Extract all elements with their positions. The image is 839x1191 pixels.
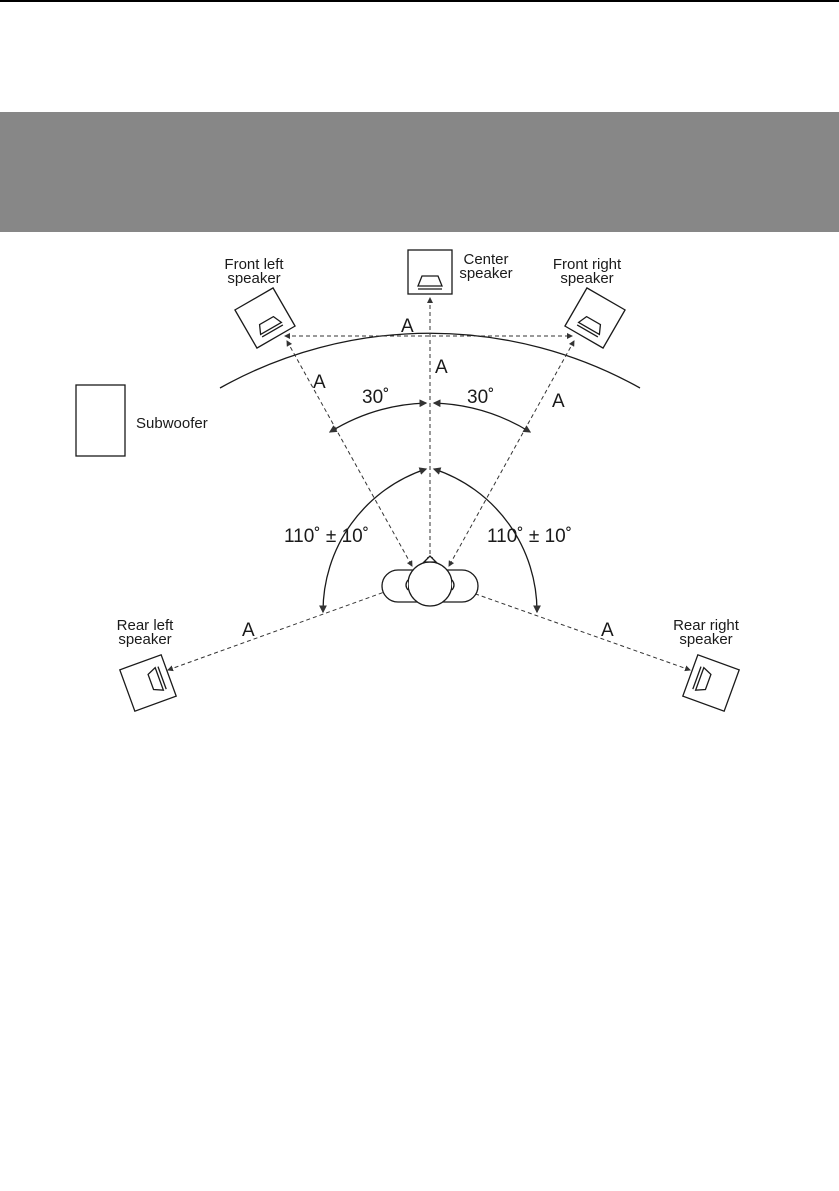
front-left-label-line2: speaker [227,270,281,287]
rear-right-label-line2: speaker [679,631,733,648]
rear-left-distance-line [168,590,390,670]
front-left-label-line1: Front left [224,256,284,273]
center-label-line1: Center [463,251,509,268]
rear-left-label-line1: Rear left [116,617,174,634]
listener-icon [382,556,478,606]
subwoofer-label: Subwoofer [136,415,208,432]
subwoofer-icon [76,385,125,456]
center-speaker-icon [408,250,452,294]
rear-right-label-line1: Rear right [673,617,739,634]
front-left-speaker-icon [235,288,295,348]
center-label-line2: speaker [459,265,513,282]
angle-label-rear-right: 110˚ ± 10˚ [487,526,573,547]
front-right-speaker-icon [565,288,625,348]
rear-left-label-line2: speaker [118,631,172,648]
distance-label-rear-left: A [242,620,255,641]
angle-label-front-right: 30˚ [467,387,495,408]
rear-left-speaker-icon [120,655,176,711]
front-right-label-line1: Front right [552,256,622,273]
rear-right-speaker-icon [683,655,739,711]
distance-label-front-left: A [313,372,326,393]
front-right-label-line2: speaker [560,270,614,287]
distance-label-front: A [401,316,414,337]
distance-label-front-right: A [552,391,565,412]
angle-label-rear-left: 110˚ ± 10˚ [284,526,370,547]
distance-label-rear-right: A [601,620,614,641]
angle-label-front-left: 30˚ [362,387,390,408]
rear-right-distance-line [470,592,690,670]
distance-label-center: A [435,357,448,378]
